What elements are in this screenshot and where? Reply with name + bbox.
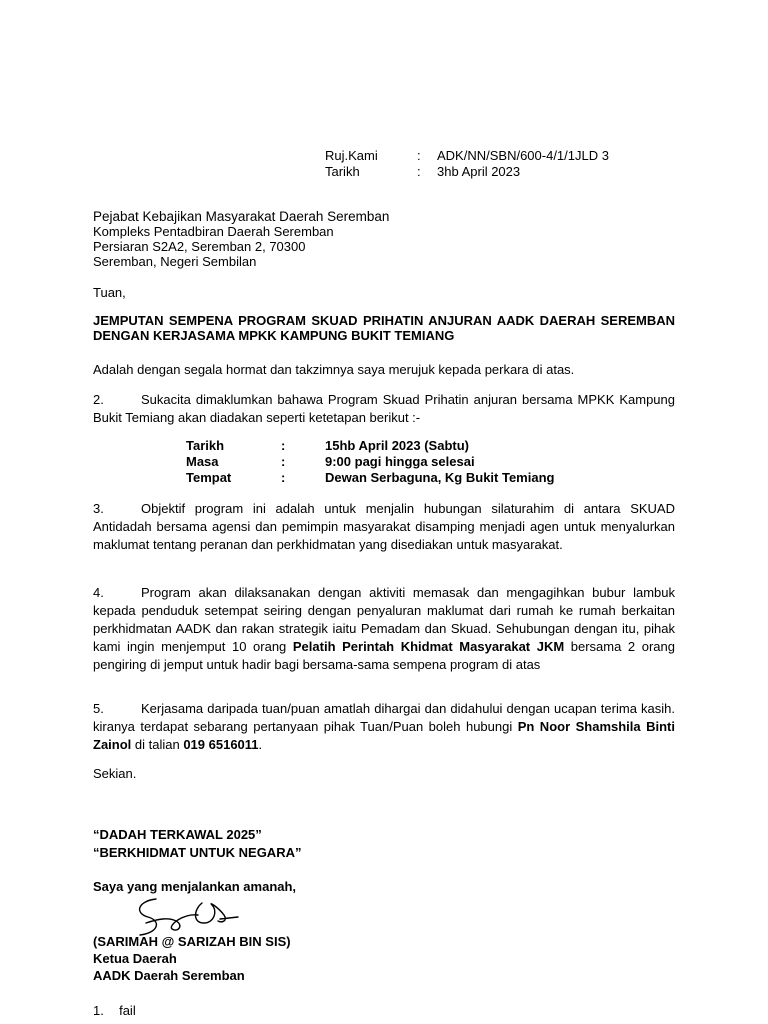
detail-row-venue: [186, 470, 554, 486]
motto-line: “DADAH TERKAWAL 2025”: [93, 827, 262, 842]
signer-name: (SARIMAH @ SARIZAH BIN SIS): [93, 934, 291, 949]
paragraph-text: .: [258, 737, 263, 752]
motto-block: [93, 826, 301, 862]
closing: Sekian.: [93, 766, 137, 781]
contact-phone: 019 6516011: [183, 737, 259, 752]
motto-line: “BERKHIDMAT UNTUK NEGARA”: [93, 845, 302, 860]
signer-office: AADK Daerah Seremban: [93, 968, 245, 983]
detail-value: 9:00 pagi hingga selesai: [325, 454, 475, 469]
detail-colon: :: [281, 438, 286, 453]
paragraph-text: bersama 2 orang pengiring di jemput untuk hadir bagi bersama-sama sempena program di atas: [93, 639, 675, 672]
signer-block: [93, 933, 291, 984]
detail-row-date: [186, 438, 554, 454]
detail-value: Dewan Serbaguna, Kg Bukit Temiang: [325, 470, 555, 485]
cc-number: 1.: [93, 1003, 104, 1018]
date-label: Tarikh: [325, 164, 360, 179]
paragraph-5: [93, 700, 675, 754]
invitee-group: Pelatih Perintah Khidmat Masyarakat JKM: [292, 639, 565, 654]
detail-label: Masa: [186, 454, 219, 469]
date-colon: :: [417, 164, 421, 179]
contact-name: Pn Noor Shamshila Binti Zainol: [93, 719, 675, 752]
date-row: [325, 164, 609, 180]
paragraph-text: Kerjasama daripada tuan/puan amatlah dihargai dan didahului dengan ucapan terima kasih. kiranya terdapat sebarang pertanyaan pihak Tuan/Puan boleh hubungi: [93, 701, 675, 734]
reference-block: [325, 148, 609, 180]
paragraph-number: 3.: [93, 501, 104, 516]
cc-list: [93, 1003, 136, 1018]
paragraph-number: 4.: [93, 585, 104, 600]
detail-label: Tarikh: [186, 438, 225, 453]
address-line: Seremban, Negeri Sembilan: [93, 254, 257, 269]
event-details: [186, 438, 554, 486]
signer-title: Ketua Daerah: [93, 951, 177, 966]
recipient-address: [93, 209, 389, 269]
paragraph-text: Program akan dilaksanakan dengan aktiviti memasak dan mengagihkan bubur lambuk kepada penduduk setempat seiring dengan penyaluran maklumat dari rumah ke rumah berkaitan perkhidmatan AADK dan rakan strategik iaitu Pemadam dan Skuad. Sehubungan dengan itu, pihak kami ingin menjemput 10 orang: [93, 585, 675, 654]
address-line: Persiaran S2A2, Seremban 2, 70300: [93, 239, 306, 254]
reference-row: [325, 148, 609, 164]
detail-colon: :: [281, 470, 286, 485]
paragraph-text: Objektif program ini adalah untuk menjalin hubungan silaturahim di antara SKUAD Antidadah bersama agensi dan pemimpin masyarakat disamping menjadi agen untuk menyalurkan maklumat tentang peranan dan perkhidmatan yang disediakan untuk masyarakat.: [93, 501, 675, 552]
paragraph-number: 2.: [93, 392, 104, 407]
paragraph-2: [93, 391, 675, 427]
cc-item: fail: [119, 1003, 136, 1018]
subject-heading: JEMPUTAN SEMPENA PROGRAM SKUAD PRIHATIN ANJURAN AADK DAERAH SEREMBAN DENGAN KERJASAMA MPKK KAMPUNG BUKIT TEMIANG: [93, 313, 675, 343]
detail-colon: :: [281, 454, 286, 469]
paragraph-text: di talian: [131, 737, 184, 752]
address-line: Pejabat Kebajikan Masyarakat Daerah Seremban: [93, 209, 390, 224]
ref-colon: :: [417, 148, 421, 163]
sign-off: Saya yang menjalankan amanah,: [93, 879, 297, 894]
ref-label: Ruj.Kami: [325, 148, 378, 163]
paragraph-1: Adalah dengan segala hormat dan takzimnya saya merujuk kepada perkara di atas.: [93, 362, 575, 377]
ref-value: ADK/NN/SBN/600-4/1/1JLD 3: [437, 148, 609, 163]
paragraph-4: [93, 584, 675, 674]
detail-label: Tempat: [186, 470, 232, 485]
detail-row-time: [186, 454, 554, 470]
date-value: 3hb April 2023: [437, 164, 521, 179]
detail-value: 15hb April 2023 (Sabtu): [325, 438, 469, 453]
paragraph-3: [93, 500, 675, 554]
salutation: Tuan,: [93, 285, 126, 300]
paragraph-number: 5.: [93, 701, 104, 716]
address-line: Kompleks Pentadbiran Daerah Seremban: [93, 224, 334, 239]
paragraph-text: Sukacita dimaklumkan bahawa Program Skuad Prihatin anjuran bersama MPKK Kampung Bukit Temiang akan diadakan seperti ketetapan berikut :-: [93, 392, 675, 425]
